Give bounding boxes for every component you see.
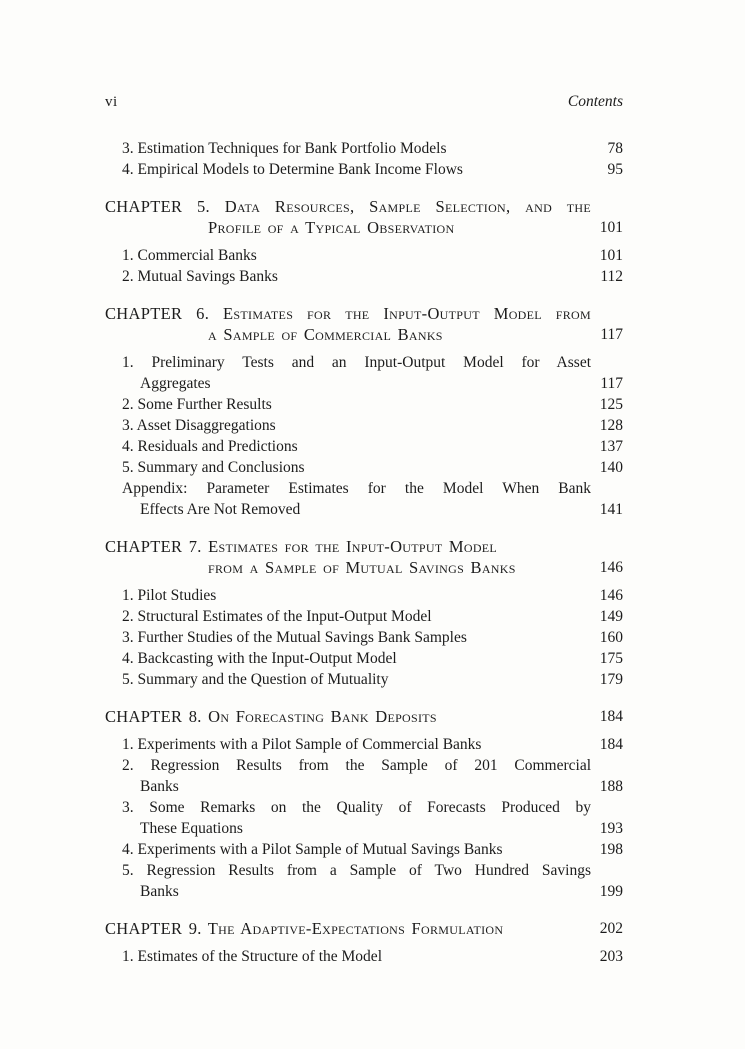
entry-line: CHAPTER 6. Estimates for the Input-Output Model from xyxy=(105,304,591,323)
toc-entry xyxy=(105,860,623,902)
entry-line: 1. Pilot Studies xyxy=(122,587,217,604)
toc-item-list xyxy=(105,734,623,902)
page-number: 203 xyxy=(599,948,623,965)
chapter-heading xyxy=(105,536,623,578)
entry-text xyxy=(105,457,591,478)
page-number: 202 xyxy=(599,920,623,937)
toc-entry xyxy=(105,457,623,478)
page-number: 188 xyxy=(599,778,623,795)
toc-entry xyxy=(105,415,623,436)
page-number: 146 xyxy=(599,559,623,576)
toc-entry xyxy=(105,266,623,287)
entry-text xyxy=(105,196,591,238)
entry-line: Banks xyxy=(140,883,179,900)
toc-entry xyxy=(105,159,623,180)
entry-line: 5. Regression Results from a Sample of Two Hundred Savings xyxy=(122,862,591,879)
toc-entry xyxy=(105,606,623,627)
entry-text xyxy=(105,946,591,967)
folio-number: vi xyxy=(105,94,118,110)
entry-text xyxy=(105,627,591,648)
page-number: 199 xyxy=(599,883,623,900)
entry-line: 1. Preliminary Tests and an Input-Output Model for Asset xyxy=(122,354,591,371)
chapter-heading xyxy=(105,196,623,238)
toc-entry xyxy=(105,478,623,520)
entry-line: 1. Commercial Banks xyxy=(122,247,257,264)
page-number: 117 xyxy=(600,326,623,343)
entry-text xyxy=(105,839,591,860)
entry-text xyxy=(105,734,591,755)
toc-chapter-section xyxy=(105,918,623,967)
toc-entry xyxy=(105,839,623,860)
entry-text xyxy=(105,585,591,606)
toc-entry xyxy=(105,394,623,415)
entry-line: These Equations xyxy=(140,820,243,837)
toc-entry xyxy=(105,755,623,797)
toc-item-list xyxy=(105,245,623,287)
page-number: 184 xyxy=(599,736,623,753)
page-number: 101 xyxy=(599,219,623,236)
entry-text xyxy=(105,860,591,902)
entry-line: 2. Mutual Savings Banks xyxy=(122,268,278,285)
entry-line: 1. Estimates of the Structure of the Model xyxy=(122,948,382,965)
entry-line: 2. Some Further Results xyxy=(122,396,272,413)
page-number: 95 xyxy=(607,161,623,178)
chapter-heading xyxy=(105,303,623,345)
toc-chapter-section xyxy=(105,706,623,902)
entry-line: 5. Summary and the Question of Mutuality xyxy=(122,671,389,688)
entry-text xyxy=(105,138,591,159)
entry-text xyxy=(105,648,591,669)
entry-line: CHAPTER 9. The Adaptive-Expectations Formulation xyxy=(105,919,504,938)
page-number: 128 xyxy=(599,417,623,434)
page-number: 117 xyxy=(600,375,623,392)
page-number: 146 xyxy=(599,587,623,604)
entry-text xyxy=(105,706,591,727)
toc-entry xyxy=(105,797,623,839)
page-number: 193 xyxy=(599,820,623,837)
page-number: 179 xyxy=(599,671,623,688)
page-number: 198 xyxy=(599,841,623,858)
toc-item-list xyxy=(105,352,623,520)
toc-items-section xyxy=(105,138,623,180)
entry-text xyxy=(105,303,591,345)
chapter-heading xyxy=(105,918,623,939)
page-number: 101 xyxy=(599,247,623,264)
page-number: 140 xyxy=(599,459,623,476)
entry-line: 4. Backcasting with the Input-Output Model xyxy=(122,650,397,667)
page-number: 112 xyxy=(600,268,623,285)
entry-line: Profile of a Typical Observation xyxy=(208,218,455,237)
toc-entry xyxy=(105,585,623,606)
entry-line: 4. Empirical Models to Determine Bank Income Flows xyxy=(122,161,463,178)
toc-chapter-section xyxy=(105,536,623,690)
entry-line: 2. Structural Estimates of the Input-Output Model xyxy=(122,608,432,625)
entry-line: 3. Asset Disaggregations xyxy=(122,417,276,434)
entry-text xyxy=(105,266,591,287)
entry-text xyxy=(105,436,591,457)
toc-item-list xyxy=(105,138,623,180)
toc-entry xyxy=(105,138,623,159)
entry-text xyxy=(105,415,591,436)
toc-item-list xyxy=(105,585,623,690)
toc-entry xyxy=(105,669,623,690)
entry-line: CHAPTER 7. Estimates for the Input-Output Model xyxy=(105,537,498,556)
entry-line: 1. Experiments with a Pilot Sample of Commercial Banks xyxy=(122,736,482,753)
entry-line: 2. Regression Results from the Sample of 201 Commercial xyxy=(122,757,591,774)
entry-line: from a Sample of Mutual Savings Banks xyxy=(208,558,516,577)
page-number: 125 xyxy=(599,396,623,413)
entry-text xyxy=(105,755,591,797)
toc xyxy=(105,138,623,967)
toc-entry xyxy=(105,352,623,394)
toc-entry xyxy=(105,436,623,457)
entry-text xyxy=(105,918,591,939)
entry-text xyxy=(105,536,591,578)
page-number: 141 xyxy=(599,501,623,518)
entry-text xyxy=(105,797,591,839)
entry-text xyxy=(105,669,591,690)
toc-entry xyxy=(105,627,623,648)
entry-text xyxy=(105,352,591,394)
page-number: 78 xyxy=(607,140,623,157)
chapter-heading xyxy=(105,706,623,727)
entry-text xyxy=(105,606,591,627)
entry-text xyxy=(105,245,591,266)
entry-line: CHAPTER 8. On Forecasting Bank Deposits xyxy=(105,707,437,726)
entry-line: Banks xyxy=(140,778,179,795)
toc-chapter-section xyxy=(105,196,623,287)
page-number: 149 xyxy=(599,608,623,625)
toc-entry xyxy=(105,946,623,967)
entry-line: 3. Estimation Techniques for Bank Portfolio Models xyxy=(122,140,447,157)
toc-entry xyxy=(105,734,623,755)
page-number: 184 xyxy=(599,708,623,725)
entry-line: Aggregates xyxy=(140,375,211,392)
entry-line: 3. Further Studies of the Mutual Savings Bank Samples xyxy=(122,629,467,646)
entry-line: 4. Experiments with a Pilot Sample of Mutual Savings Banks xyxy=(122,841,503,858)
entry-line: 4. Residuals and Predictions xyxy=(122,438,298,455)
entry-line: 3. Some Remarks on the Quality of Forecasts Produced by xyxy=(122,799,591,816)
toc-item-list xyxy=(105,946,623,967)
page-number: 160 xyxy=(599,629,623,646)
entry-line: Appendix: Parameter Estimates for the Model When Bank xyxy=(122,480,591,497)
toc-chapter-section xyxy=(105,303,623,520)
toc-entry xyxy=(105,648,623,669)
entry-line: a Sample of Commercial Banks xyxy=(208,325,443,344)
entry-text xyxy=(105,394,591,415)
entry-text xyxy=(105,478,591,520)
entry-line: 5. Summary and Conclusions xyxy=(122,459,305,476)
running-head: Contents xyxy=(567,93,623,110)
toc-entry xyxy=(105,245,623,266)
entry-line: Effects Are Not Removed xyxy=(140,501,301,518)
entry-text xyxy=(105,159,591,180)
entry-line: CHAPTER 5. Data Resources, Sample Selection, and the xyxy=(105,197,591,216)
page-number: 137 xyxy=(599,438,623,455)
page-header xyxy=(105,92,623,112)
page-number: 175 xyxy=(599,650,623,667)
